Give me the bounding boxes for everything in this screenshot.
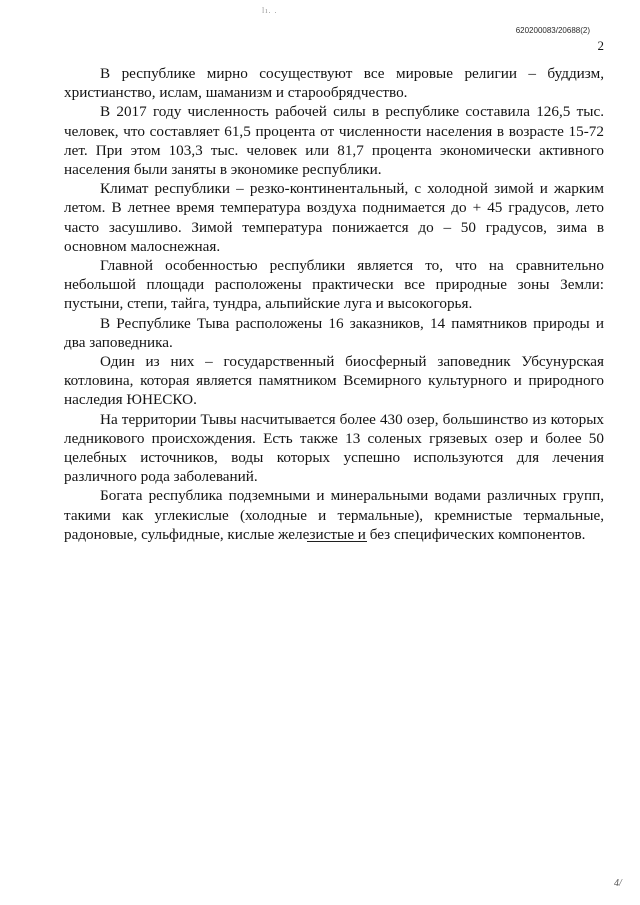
- corner-mark: 4/: [614, 878, 622, 889]
- paragraph-unesco: Один из них – государственный биосферный заповедник Убсунурская котловина, которая является памятником Всемирного культурного и природного наследия ЮНЕСКО.: [64, 353, 604, 409]
- scan-mark: lı. .: [262, 6, 278, 15]
- paragraph-religions: В республике мирно сосуществуют все мировые религии – буддизм, христианство, ислам, шаманизм и старообрядчество.: [64, 65, 604, 102]
- paragraph-labor-force: В 2017 году численность рабочей силы в республике составила 126,5 тыс. человек, что составляет 61,5 процента от численности населения в возрасте 15-72 лет. При этом 103,3 тыс. человек или 81,7 процента экономически активного населения были заняты в экономике республики.: [64, 103, 604, 179]
- body-text: [64, 64, 604, 544]
- paragraph-mineral-waters: Богата республика подземными и минеральными водами различных групп, такими как углекислые (холодные и термальные), кремнистые термальные, радоновые, сульфидные, кислые железистые и без специфических компонентов.: [64, 487, 604, 543]
- document-number: 620200083/20688(2): [515, 26, 590, 35]
- page-number: 2: [597, 38, 604, 53]
- paragraph-natural-zones: Главной особенностью республики является то, что на сравнительно небольшой площади расположены практически все природные зоны Земли: пустыни, степи, тайга, тундра, альпийские луга и высокогорья.: [64, 257, 604, 313]
- paragraph-climate: Климат республики – резко-континентальный, с холодной зимой и жарким летом. В летнее время температура воздуха поднимается до + 45 градусов, лето часто засушливо. Зимой температура понижается до – 50 градусов, зима в основном малоснежная.: [64, 180, 604, 255]
- paragraph-reserves: В Республике Тыва расположены 16 заказников, 14 памятников природы и два заповедника.: [64, 314, 604, 351]
- end-divider: [307, 541, 367, 542]
- paragraph-lakes: На территории Тывы насчитывается более 430 озер, большинство из которых ледникового происхождения. Есть также 13 соленых грязевых озер и более 50 целебных источников, воды которых успешно используются для лечения различного рода заболеваний.: [64, 410, 604, 486]
